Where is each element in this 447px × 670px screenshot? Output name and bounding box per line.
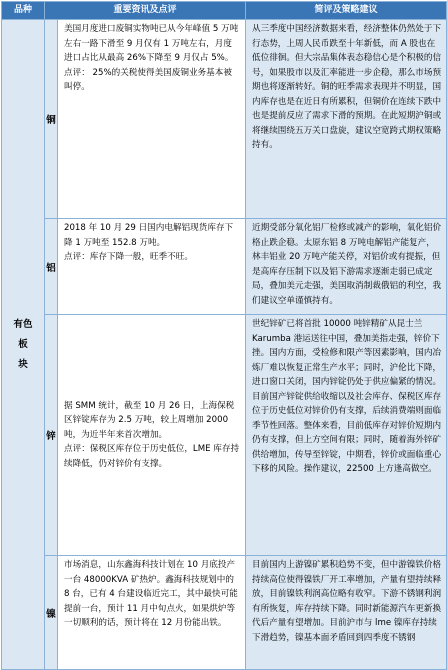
- commodity-table: [1, 1, 447, 670]
- table-row-copper: [2, 20, 447, 219]
- category-label-line1: 有色: [13, 318, 33, 330]
- header-comment: 简评及策略建议: [246, 2, 447, 20]
- news-cell-copper: 美国月度进口废铜实物吨已从今年峰值 5 万吨左右一路下滑至 9 月仅有 1 万吨左右，月度进口占比从最高 26%下降至 9 月仅占 5%。 点评： 25%的关税使得美国废铜业务基本被叫停。: [58, 20, 246, 219]
- category-label-line3: 块: [18, 358, 28, 370]
- metal-label-nickel: 镍: [45, 556, 58, 670]
- comment-cell-copper: 从三季度中国经济数据来看，经济整体仍然处于下行态势，上周人民币跌至十年新低，而 A 股也在低位徘徊。但大宗品集体表态稳信心是个积极的信号，如果股市以及汇率能进一步企稳，那么市场预期也将逐渐转好。铜的旺季需求表现并不明显，国内库存也是在近日有所累积，但铜价在连续下跌中也是提前反应了需求下滑的预期。在此短期沪铜或将继续围绕五万关口盘旋，建议空宽跨式期权策略持有。: [246, 20, 447, 219]
- metal-label-zinc: 锌: [45, 315, 58, 556]
- comment-cell-zinc: 世纪锌矿已将首批 10000 吨锌精矿从昆士兰 Karumba 港运送往中国，叠加美指走强，锌价下挫。国内方面，受检修和限产等因素影响，国内冶炼厂难以恢复正常生产水平；同时，沪伦比下降，进口窗口关闭，国内锌锭仍处于供应偏紧的情况。目前国产锌锭供给收缩以及社会库存、保税区库存位于历史低位对锌价仍有支撑，后续消费端则面临季节性回落。整体来看，目前低库存对锌价短期内仍有支撑，但上方空间有限；同时，随着海外锌矿供给增加，传导至锌锭，中期看，锌价或面临重心下移的风险。操作建议，22500 上方逢高做空。: [246, 315, 447, 556]
- metal-label-aluminum: 铝: [45, 219, 58, 315]
- news-cell-zinc: 据 SMM 统计，截至 10 月 26 日，上海保税区锌锭库存为 2.5 万吨，较上周增加 2000 吨，为近半年来首次增加。 点评：保税区库存位于历史低位，LME 库存持续降低，仍对锌价有支撑。: [58, 315, 246, 556]
- header-variety: 品种: [2, 2, 45, 20]
- table-row-aluminum: [2, 219, 447, 315]
- table-header-row: [2, 2, 447, 20]
- comment-cell-nickel: 目前国内上游镍矿累积趋势不变，但中游镍铁价格持续高位使得镍铁厂开工率增加，产量有望持续释放，目前镍铁利润高位略有收窄。下游不锈钢利润有所恢复，库存持续下降。同时新能源汽车更新换代后产量有望增加。目前沪市与 lme 镍库存持续下滑趋势，镍基本面矛盾回到四季度不锈钢: [246, 556, 447, 670]
- metal-label-copper: 铜: [45, 20, 58, 219]
- category-label-line2: 板: [18, 338, 28, 350]
- comment-cell-aluminum: 近期受部分氧化铝厂检修或减产的影响，氧化铝价格止跌企稳。太原东铝 8 万吨电解铝产能复产，林丰铝业 20 万吨产能关停，对铝价或有提振，但是高库存压制下以及铝下游需求逐渐走弱已成定局，叠加美元走强，美国取消制裁俄铝的利空，我们建议空单谨慎持有。: [246, 219, 447, 315]
- table-row-zinc: [2, 315, 447, 556]
- header-news: 重要资讯及点评: [45, 2, 246, 20]
- category-cell: [2, 20, 45, 670]
- news-cell-nickel: 市场消息，山东鑫海科技计划在 10 月底投产一台 48000KVA 矿热炉。鑫海科技规划中的 8 台，已有 4 台建设临近完工，其中最快可能提前一台，预计 11 月中旬点火，如果烘炉等一切顺利的话，预计将在 12 月份能出铁。: [58, 556, 246, 670]
- table-row-nickel: [2, 556, 447, 670]
- news-cell-aluminum: 2018 年 10 月 29 日国内电解铝现货库存下降 1 万吨至 152.8 万吨。 点评：库存下降一般，旺季不旺。: [58, 219, 246, 315]
